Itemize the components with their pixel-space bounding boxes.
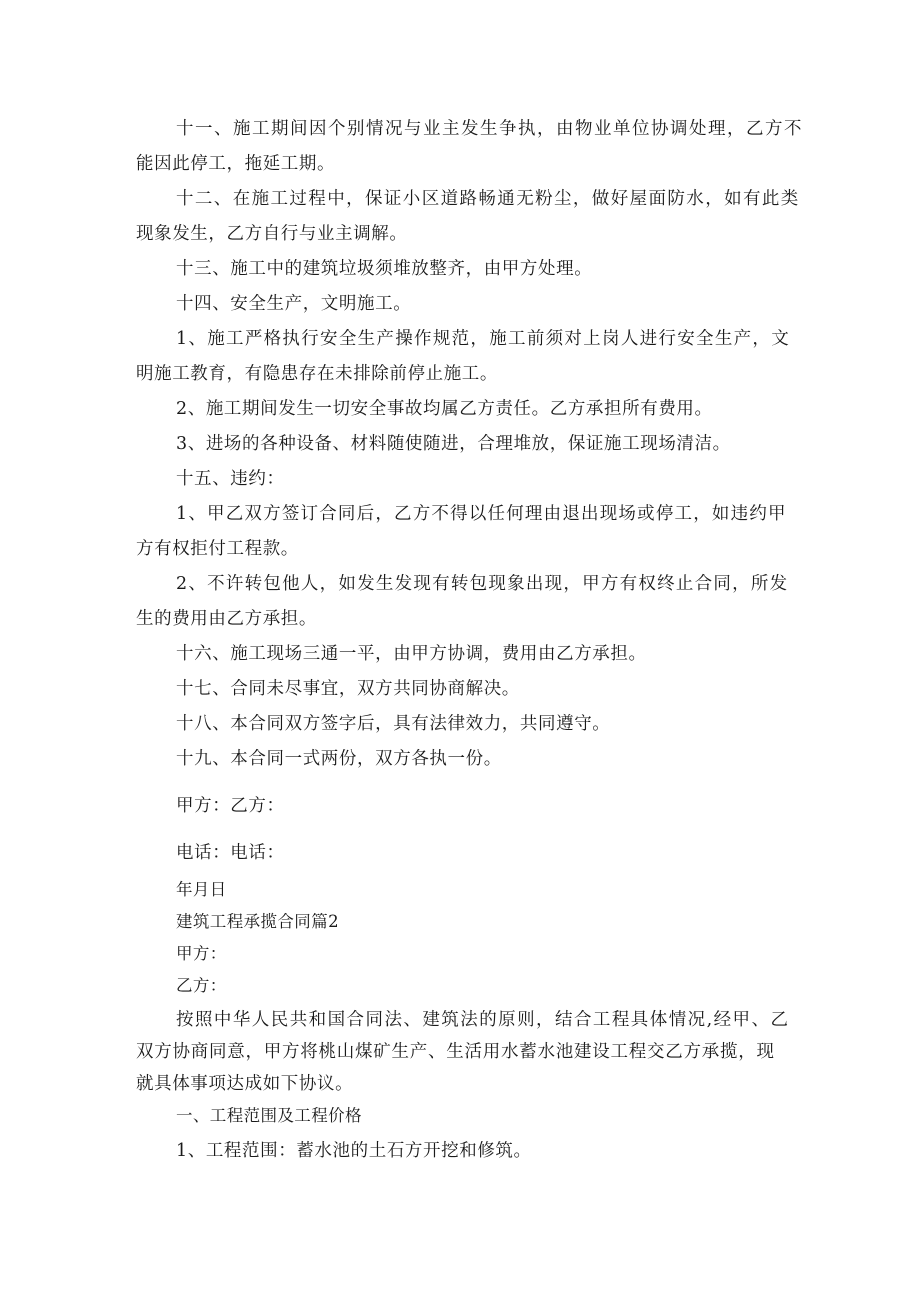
section-heading: 一、工程范围及工程价格: [176, 1106, 362, 1125]
signature-date-line: 年月日: [176, 880, 227, 899]
signature-phone-line: 电话：电话：: [176, 843, 285, 863]
paragraph-line: 十九、本合同一式两份，双方各执一份。: [176, 749, 502, 769]
paragraph-line: 1、施工严格执行安全生产操作规范，施工前须对上岗人进行安全生产，文: [176, 329, 791, 349]
paragraph-line: 十三、施工中的建筑垃圾须堆放整齐，由甲方处理。: [176, 259, 593, 279]
paragraph-line: 能因此停工，拖延工期。: [136, 154, 336, 174]
paragraph-line: 十一、施工期间因个别情况与业主发生争执，由物业单位协调处理，乙方不: [176, 119, 803, 139]
party-a-line: 甲方：: [176, 944, 227, 963]
paragraph-line: 明施工教育，有隐患存在未排除前停止施工。: [136, 364, 498, 384]
paragraph-line: 十七、合同未尽事宜，双方共同协商解决。: [176, 679, 520, 699]
paragraph-line: 就具体事项达成如下协议。: [136, 1074, 354, 1094]
section-title: 建筑工程承揽合同篇2: [176, 912, 339, 931]
paragraph-line: 十八、本合同双方签字后，具有法律效力，共同遵守。: [176, 714, 611, 734]
paragraph-line: 十五、违约：: [176, 469, 285, 489]
paragraph-line: 2、不许转包他人，如发生发现有转包现象出现，甲方有权终止合同，所发: [176, 574, 789, 594]
paragraph-line: 1、甲乙双方签订合同后，乙方不得以任何理由退出现场或停工，如违约甲: [176, 504, 787, 524]
paragraph-line: 现象发生，乙方自行与业主调解。: [136, 224, 408, 244]
paragraph-line: 2、施工期间发生一切安全事故均属乙方责任。乙方承担所有费用。: [176, 399, 713, 419]
paragraph-line: 3、进场的各种设备、材料随使随进，合理堆放，保证施工现场清洁。: [176, 434, 731, 454]
paragraph-line: 十六、施工现场三通一平，由甲方协调，费用由乙方承担。: [176, 644, 647, 664]
signature-party-line: 甲方：乙方：: [176, 796, 285, 816]
paragraph-line: 方有权拒付工程款。: [136, 539, 299, 559]
paragraph-line: 1、工程范围：蓄水池的土石方开挖和修筑。: [176, 1141, 532, 1161]
paragraph-line: 十四、安全生产，文明施工。: [176, 294, 412, 314]
paragraph-line: 生的费用由乙方承担。: [136, 609, 317, 629]
party-b-line: 乙方：: [176, 976, 227, 995]
paragraph-line: 双方协商同意，甲方将桃山煤矿生产、生活用水蓄水池建设工程交乙方承揽，现: [136, 1042, 775, 1062]
paragraph-line: 按照中华人民共和国合同法、建筑法的原则，结合工程具体情况,经甲、乙: [176, 1010, 790, 1030]
paragraph-line: 十二、在施工过程中，保证小区道路畅通无粉尘，做好屋面防水，如有此类: [176, 189, 800, 209]
